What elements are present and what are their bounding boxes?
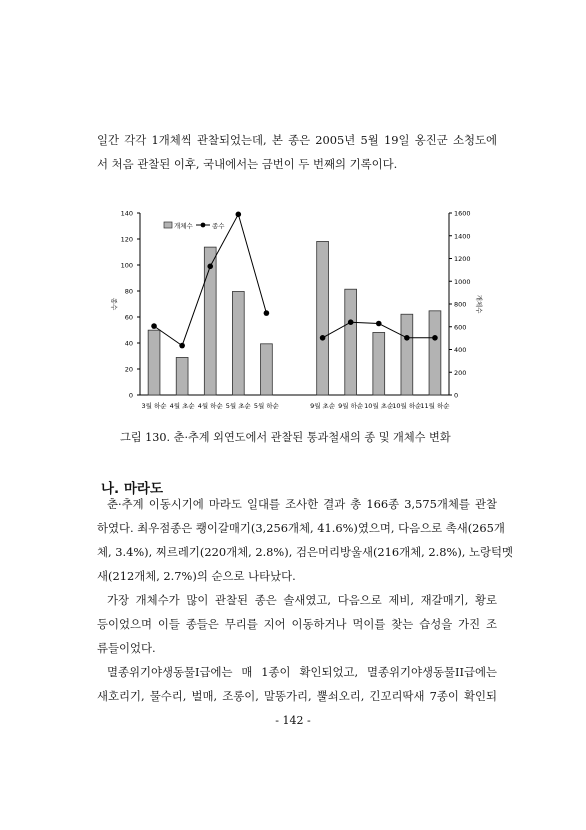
data-point [207, 264, 213, 270]
text-line: 새(212개체, 2.7%)의 순으로 나타났다. [97, 569, 296, 583]
data-point [236, 212, 242, 218]
bar [204, 247, 216, 395]
text-line: 체, 3.4%), 찌르레기(220개체, 2.8%), 검은머리방울새(216개체, 2.8%), 노랑턱멧 [97, 545, 514, 559]
bar [176, 357, 188, 395]
bar [345, 289, 357, 395]
right-tick-label: 800 [454, 300, 467, 309]
text-line: 하였다. 최우점종은 쾡이갈매기(3,256개체, 41.6%)였으며, 다음으로 촉새(265개 [97, 521, 505, 535]
left-tick-label: 20 [124, 365, 133, 374]
page-number: - 142 - [275, 714, 311, 727]
right-tick-label: 200 [454, 368, 467, 377]
left-axis-label: 종수 [110, 297, 118, 311]
text-line: 류들이었다. [97, 641, 156, 655]
data-point [348, 319, 354, 325]
x-tick-label: 10월 초순 [364, 402, 394, 410]
data-point [151, 323, 157, 329]
x-tick-label: 5월 하순 [253, 402, 279, 410]
x-tick-label: 10월 하순 [392, 402, 422, 410]
right-axis-label: 개체수 [475, 294, 483, 314]
right-tick-label: 1200 [454, 255, 471, 263]
paragraph-1 [97, 492, 514, 588]
left-tick-label: 40 [124, 339, 133, 348]
data-point [264, 310, 270, 316]
right-tick-label: 400 [454, 346, 467, 354]
legend-line-label: 종수 [212, 222, 225, 230]
left-tick-label: 100 [120, 261, 133, 270]
x-tick-label: 9월 초순 [310, 402, 336, 410]
data-point [179, 343, 185, 349]
bar [261, 344, 273, 395]
legend-line-marker [201, 223, 206, 228]
data-point [432, 335, 438, 341]
left-tick-label: 0 [128, 391, 133, 400]
top-paragraph [97, 128, 497, 176]
x-tick-label: 5월 초순 [225, 402, 251, 410]
x-tick-label: 9월 하순 [338, 402, 364, 410]
right-tick-label: 0 [454, 391, 459, 400]
section-heading: 나. 마라도 [101, 481, 163, 497]
text-line: 서 처음 관찰된 이후, 국내에서는 금번이 두 번째의 기록이다. [97, 157, 398, 171]
bar [373, 332, 385, 395]
bar [401, 314, 413, 395]
data-point [404, 335, 410, 341]
figure-caption: 그림 130. 춘·추계 외연도에서 관찰된 통과철새의 종 및 개체수 변화 [120, 431, 451, 444]
left-tick-label: 80 [124, 287, 133, 296]
text-line: 가장 개체수가 많이 관찰된 종은 솔새였고, 다음으로 제비, 재갈매기, 황로 [107, 593, 497, 607]
bar [232, 291, 244, 395]
left-tick-label: 60 [124, 313, 133, 322]
paragraph-2 [97, 588, 497, 660]
left-tick-label: 120 [120, 235, 133, 244]
legend-bar-label: 개체수 [174, 222, 193, 230]
x-tick-label: 4월 하순 [197, 402, 223, 410]
bar [429, 311, 441, 395]
right-tick-label: 600 [454, 323, 467, 332]
data-point [320, 335, 326, 341]
bar [317, 241, 329, 395]
paragraph-3 [97, 660, 497, 708]
x-tick-label: 11월 하순 [420, 402, 450, 410]
x-tick-label: 4월 초순 [169, 402, 195, 410]
text-line: 새호리기, 물수리, 벌매, 조롱이, 말똥가리, 뿔쇠오리, 긴꼬리딱새 7종이 확인되 [97, 689, 497, 703]
line-series [151, 212, 438, 349]
x-tick-label: 3월 하순 [141, 402, 167, 410]
text-line: 춘·추계 이동시기에 마라도 일대를 조사한 결과 총 166종 3,575개체를 관찰 [107, 497, 497, 511]
text-line: 멸종위기야생동물I급에는 매 1종이 확인되었고, 멸종위기야생동물II급에는 [107, 665, 497, 679]
bar [148, 330, 160, 395]
bar-line-chart [104, 204, 484, 416]
text-line: 등이었으며 이들 종들은 무리를 지어 이동하거나 먹이를 찾는 습성을 가진 조 [97, 617, 497, 631]
right-tick-label: 1600 [454, 209, 471, 218]
tick-labels [110, 210, 484, 411]
right-tick-label: 1400 [454, 232, 471, 241]
legend [164, 221, 225, 230]
data-point [376, 321, 382, 327]
left-tick-label: 140 [120, 209, 133, 218]
right-tick-label: 1000 [454, 277, 471, 286]
legend-bar-swatch [164, 222, 172, 228]
text-line: 일간 각각 1개체씩 관찰되었는데, 본 종은 2005년 5월 19일 옹진군 소청도에 [97, 133, 497, 147]
